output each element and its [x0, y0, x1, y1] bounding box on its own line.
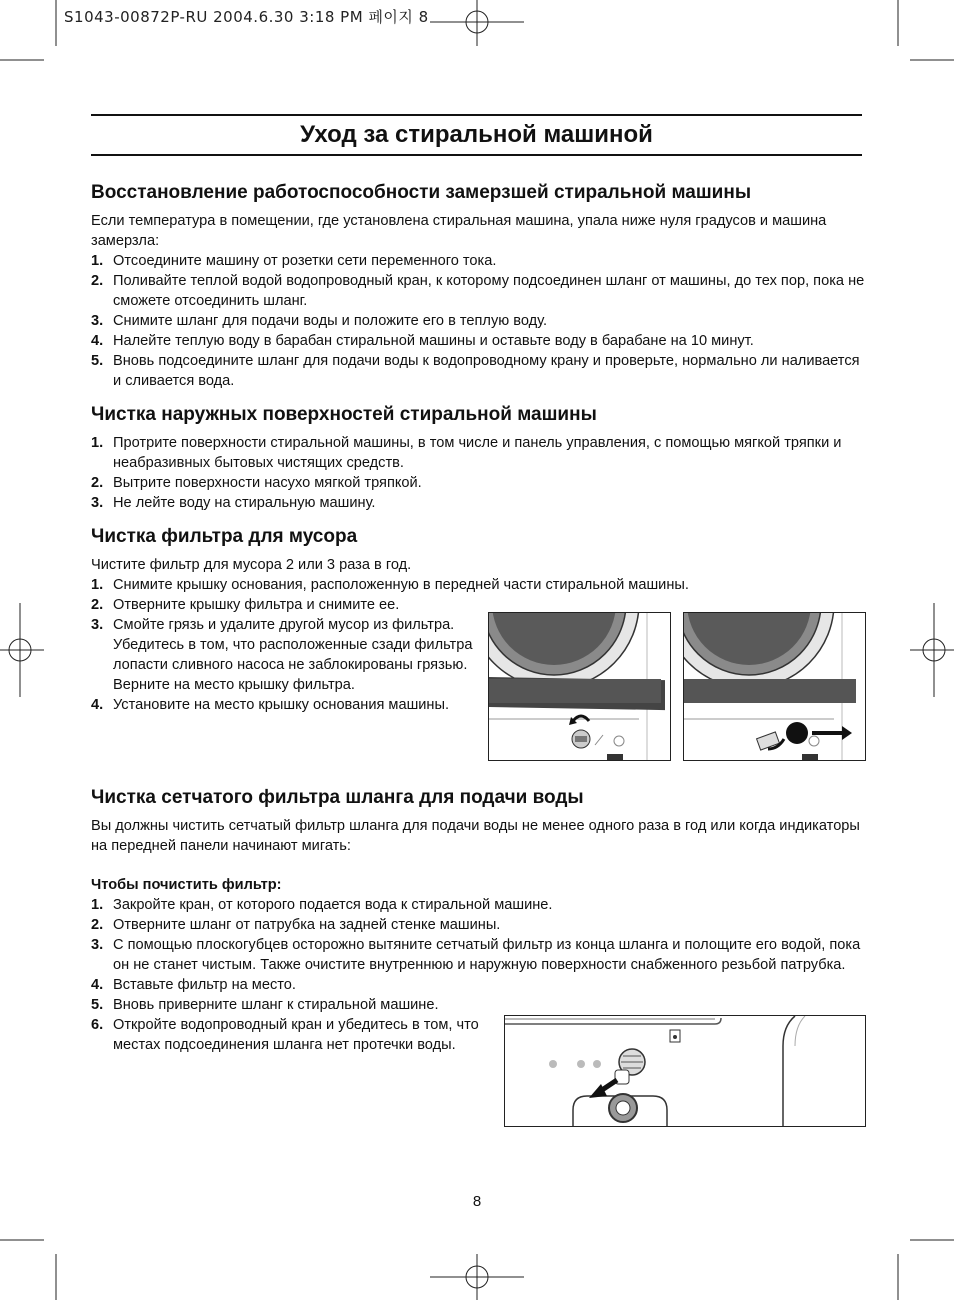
steps-list-narrow: [91, 995, 495, 1055]
title-rule-bottom: [91, 154, 862, 156]
list-item: 4. Установите на место крышку основания машины.: [91, 697, 450, 713]
section-intro: Вы должны чистить сетчатый фильтр шланга для подачи воды не менее одного раза в год или когда индикаторы на передней панели начинают мигать:: [91, 818, 860, 854]
list-item: 1. Отсоедините машину от розетки сети переменного тока.: [91, 253, 497, 269]
list-item: 5. Вновь подсоедините шланг для подачи воды к водопроводному крану и проверьте, нормально ли наливается и сливается вода.: [91, 353, 860, 389]
section-frozen-machine: [91, 181, 866, 391]
list-item: 1. Протрите поверхности стиральной машины, в том числе и панель управления, с помощью мягкой тряпки и неабразивных бытовых чистящих средств.: [91, 435, 842, 471]
section-heading: Восстановление работоспособности замерзшей стиральной машины: [91, 182, 752, 203]
steps-list: [91, 575, 866, 595]
filter-cover-illustration: [488, 612, 671, 761]
list-item: 3. Снимите шланг для подачи воды и положите его в теплую воду.: [91, 313, 548, 329]
list-item: 2. Поливайте теплой водой водопроводный кран, к которому подсоединен шланг от машины, до тех пор, пока не сможете отсоединить шланг.: [91, 273, 865, 309]
list-item: 4. Вставьте фильтр на место.: [91, 977, 296, 993]
steps-list-narrow: [91, 595, 486, 715]
list-item: 1. Закройте кран, от которого подается вода к стиральной машине.: [91, 897, 553, 913]
section-exterior-cleaning: [91, 403, 866, 513]
section-heading: Чистка фильтра для мусора: [91, 526, 358, 547]
steps-list: [91, 251, 866, 391]
list-item: 3. Смойте грязь и удалите другой мусор из фильтра. Убедитесь в том, что расположенные сзади фильтра лопасти сливного насоса не заблокированы грязью. Верните на место крышку фильтра.: [91, 617, 473, 693]
section-heading: Чистка сетчатого фильтра шланга для подачи воды: [91, 787, 584, 808]
section-intro: Чистите фильтр для мусора 2 или 3 раза в год.: [91, 557, 412, 573]
section-intro: Если температура в помещении, где установлена стиральная машина, упала ниже нуля градусов и машина замерзла:: [91, 213, 827, 249]
hose-filter-illustration: [504, 1015, 866, 1127]
list-item: 2. Отверните шланг от патрубка на задней стенке машины.: [91, 917, 501, 933]
list-item: 1. Снимите крышку основания, расположенную в передней части стиральной машины.: [91, 577, 689, 593]
filter-removal-illustration: [683, 612, 866, 761]
list-item: 5. Вновь приверните шланг к стиральной машине.: [91, 997, 439, 1013]
section-subheading: Чтобы почистить фильтр:: [91, 877, 282, 893]
print-header: S1043-00872P-RU 2004.6.30 3:18 PM 페이지 8: [64, 8, 429, 26]
section-heading: Чистка наружных поверхностей стиральной машины: [91, 404, 597, 425]
list-item: 6. Откройте водопроводный кран и убедитесь в том, что местах подсоединения шланга нет протечки воды.: [91, 1017, 479, 1053]
list-item: 3. Не лейте воду на стиральную машину.: [91, 495, 376, 511]
list-item: 3. С помощью плоскогубцев осторожно вытяните сетчатый фильтр из конца шланга и полощите его водой, пока он не станет чистым. Также очистите внутреннюю и наружную поверхности снабженного резьбой патрубка.: [91, 937, 861, 973]
page-number: 8: [472, 1193, 482, 1210]
steps-list: [91, 895, 866, 995]
list-item: 2. Вытрите поверхности насухо мягкой тряпкой.: [91, 475, 422, 491]
list-item: 2. Отверните крышку фильтра и снимите ее.: [91, 597, 400, 613]
title-rule-top: [91, 114, 862, 116]
list-item: 4. Налейте теплую воду в барабан стиральной машины и оставьте воду в барабане на 10 минут.: [91, 333, 754, 349]
steps-list: [91, 433, 866, 513]
page-title: Уход за стиральной машиной: [300, 121, 653, 148]
